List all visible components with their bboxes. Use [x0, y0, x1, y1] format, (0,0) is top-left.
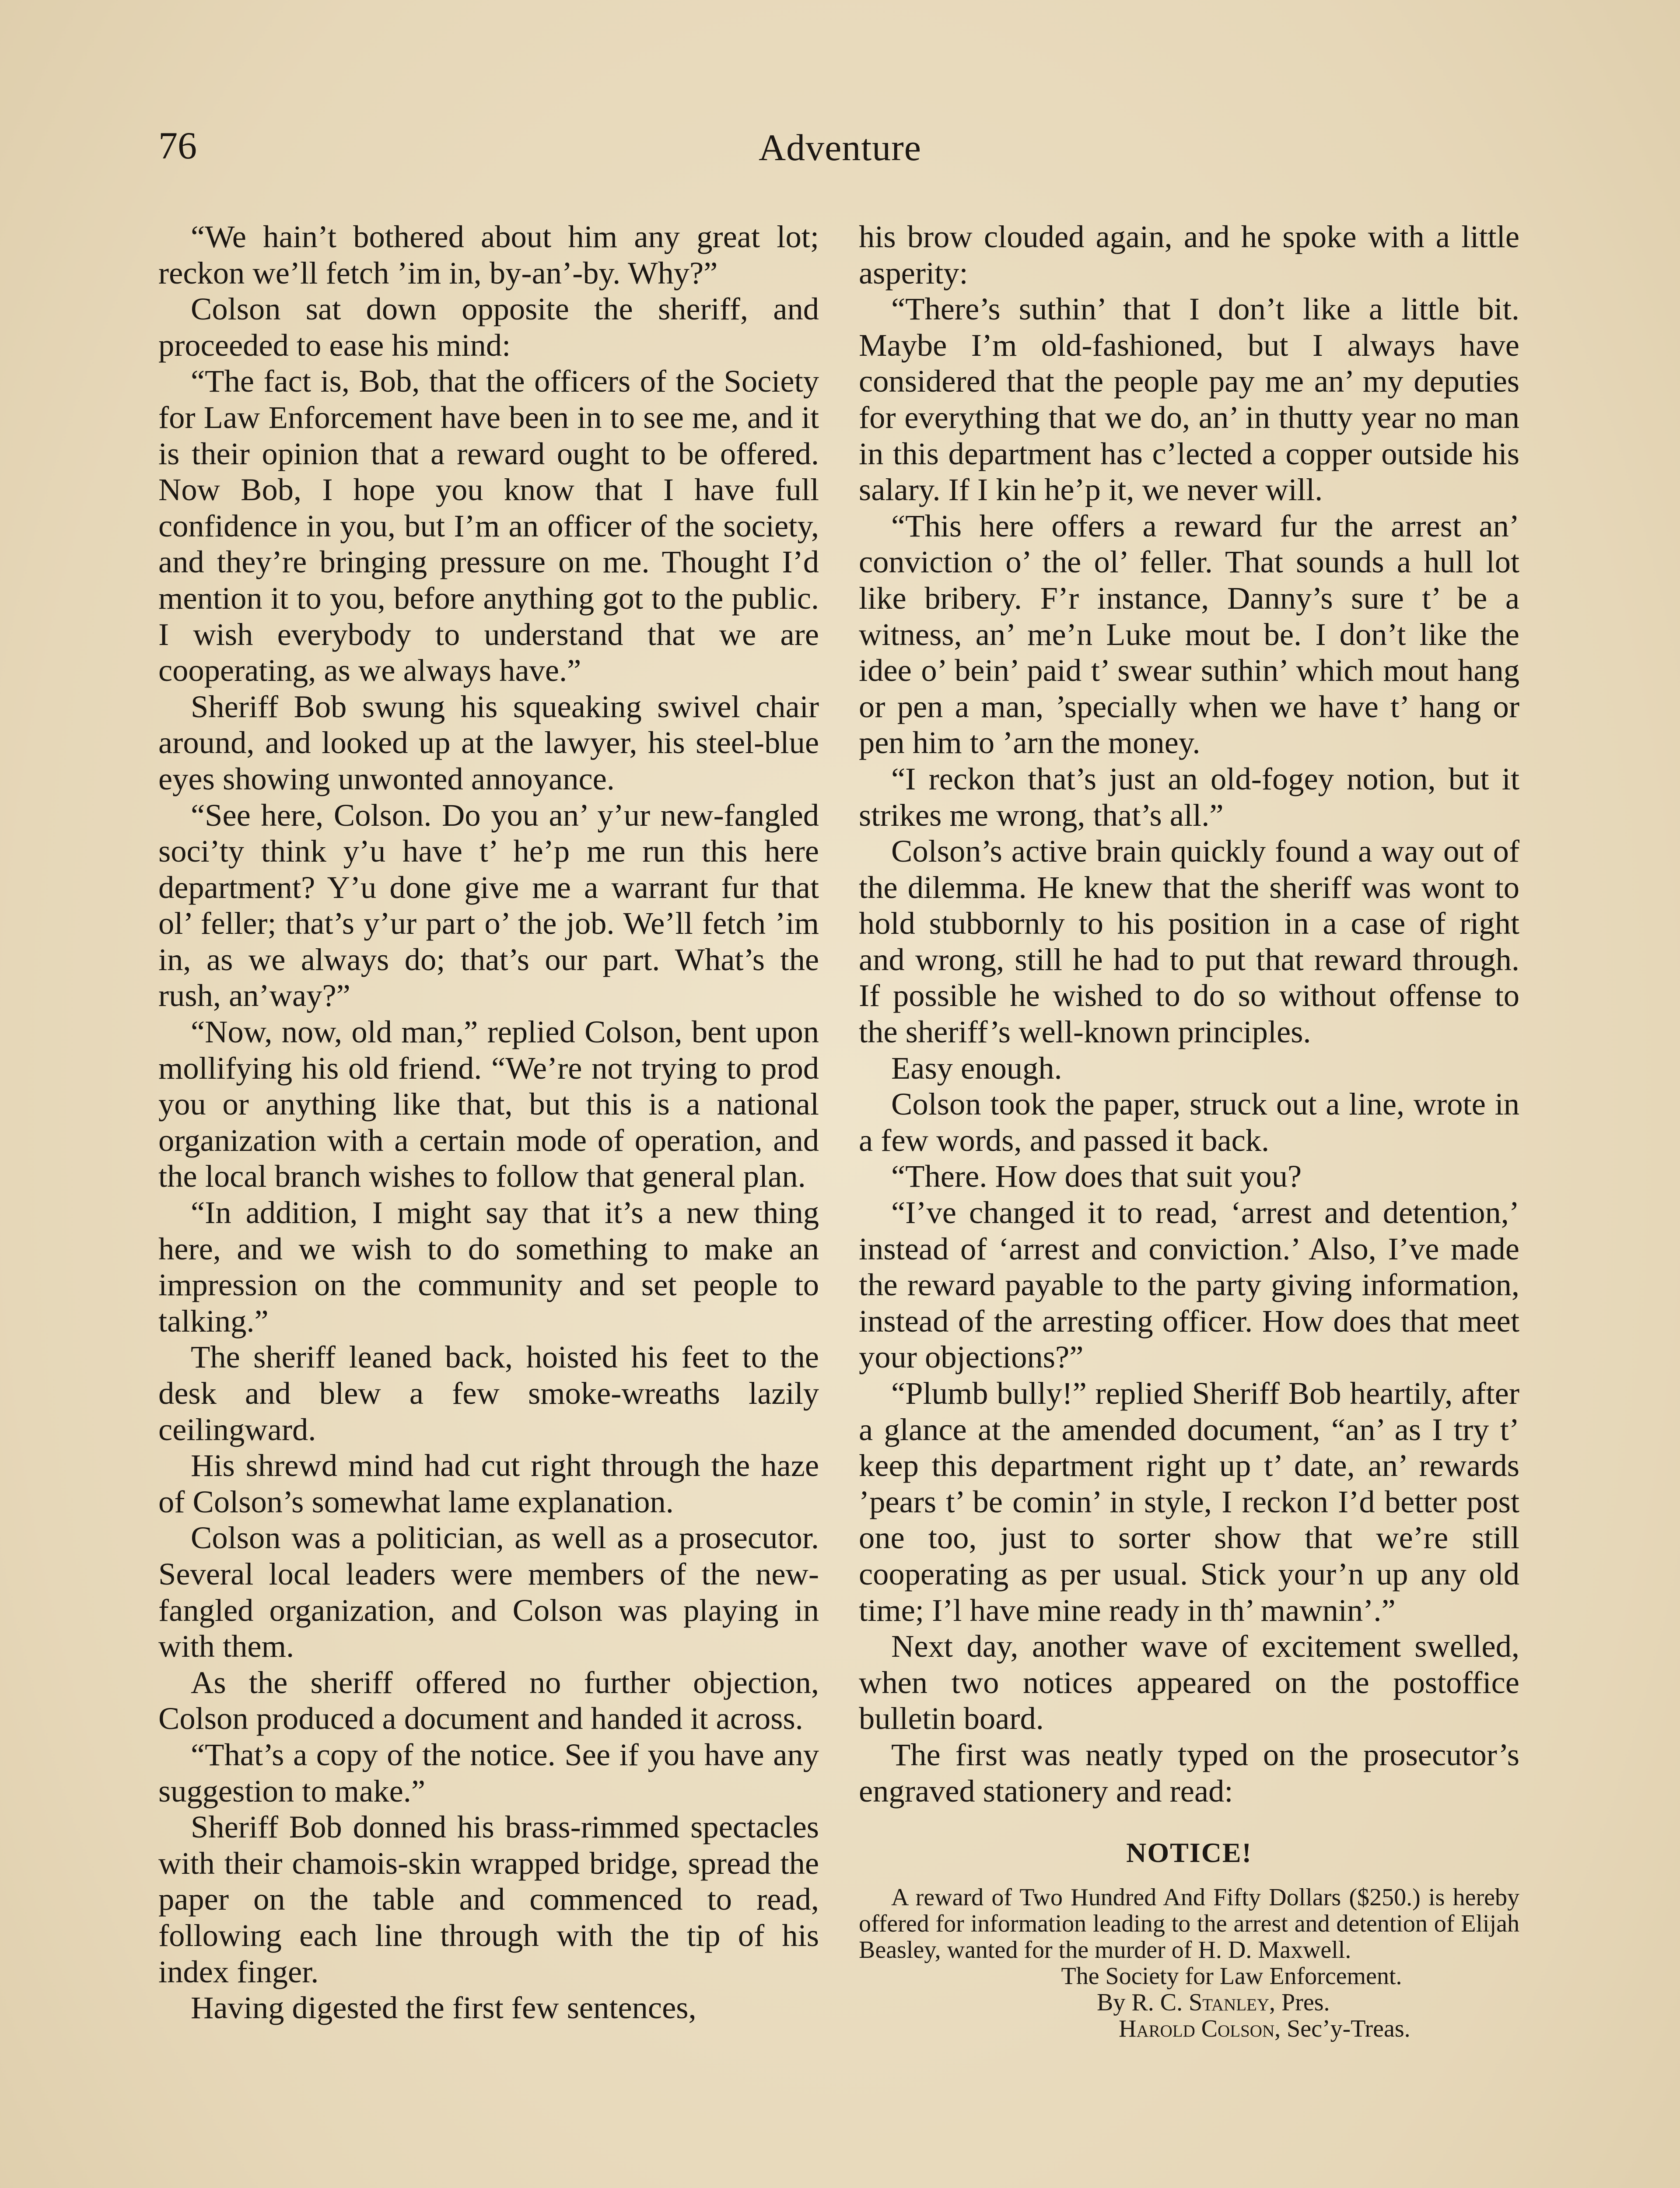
paragraph: “We hain’t bothered about him any great lot; reckon we’ll fetch ’im in, by-an’-by. Why?” — [158, 219, 819, 291]
running-title: Adventure — [759, 126, 921, 168]
notice-signature-prefix: By — [1097, 1989, 1126, 2016]
paragraph: “I reckon that’s just an old-fogey notion, but it strikes me wrong, that’s all.” — [859, 761, 1519, 833]
reward-notice — [859, 1837, 1519, 2043]
paragraph: “The fact is, Bob, that the officers of the Society for Law Enforcement have been in to see me, and it is their opinion that a reward ought to be offered. Now Bob, I hope you know that I have full confidence in you, but I’m an officer of the society, and they’re bringing pressure on me. Thought I’d mention it to you, before anything got to the public. I wish everybody to understand that we are cooperating, as we always have.” — [158, 363, 819, 688]
right-column — [859, 219, 1519, 2042]
paragraph: “I’ve changed it to read, ‘arrest and detention,’ instead of ‘arrest and conviction.’ Also, I’ve made the reward payable to the party giving information, instead of the arresting officer. How does that meet your objections?” — [859, 1195, 1519, 1375]
paragraph: Sheriff Bob donned his brass-rimmed spectacles with their chamois-skin wrapped bridge, spread the paper on the table and commenced to read, following each line through with the tip of his index finger. — [158, 1809, 819, 1989]
notice-body: A reward of Two Hundred And Fifty Dollars ($250.) is hereby offered for information leading to the arrest and detention of Elijah Beasley, wanted for the murder of H. D. Maxwell. — [859, 1884, 1519, 1964]
paragraph: His shrewd mind had cut right through the haze of Colson’s somewhat lame explanation. — [158, 1448, 819, 1519]
paragraph: his brow clouded again, and he spoke with a little asperity: — [859, 219, 1519, 291]
notice-organization: The Society for Law Enforcement. — [1061, 1963, 1402, 1990]
right-column-text — [859, 219, 1519, 1809]
paragraph: “There’s suthin’ that I don’t like a little bit. Maybe I’m old-fashioned, but I always have considered that the people pay me an’ my deputies for everything that we do, an’ in thutty year no man in this department has c’lected a copper outside his salary. If I kin he’p it, we never will. — [859, 291, 1519, 508]
notice-heading: NOTICE! — [1126, 1837, 1252, 1869]
paragraph: Colson’s active brain quickly found a way out of the dilemma. He knew that the sheriff was wont to hold stubbornly to his position in a case of right and wrong, still he had to put that reward through. If possible he wished to do so without offense to the sheriff’s well-known principles. — [859, 833, 1519, 1050]
paragraph: “This here offers a reward fur the arrest an’ conviction o’ the ol’ feller. That sounds a hull lot like bribery. F’r instance, Danny’s sure t’ be a witness, an’ me’n Luke mout be. I don’t like the idee o’ bein’ paid t’ swear suthin’ which mout hang or pen a man, ’specially when we have t’ hang or pen him to ’arn the money. — [859, 508, 1519, 761]
paragraph: Colson was a politician, as well as a prosecutor. Several local leaders were members of the new-fangled organization, and Colson was playing in with them. — [158, 1520, 819, 1664]
paragraph: “That’s a copy of the notice. See if you have any suggestion to make.” — [158, 1736, 819, 1809]
paragraph: Having digested the first few sentences, — [191, 1990, 696, 2026]
notice-secretary-title: , Sec’y-Treas. — [1274, 2015, 1410, 2043]
paragraph: Colson sat down opposite the sheriff, and proceeded to ease his mind: — [158, 291, 819, 363]
paragraph: “See here, Colson. Do you an’ y’ur new-fangled soci’ty think y’u have t’ he’p me run this here department? Y’u done give me a warrant fur that ol’ feller; that’s y’ur part o’ the job. We’ll fetch ’im in, as we always do; that’s our part. What’s the rush, an’way?” — [158, 797, 819, 1013]
paragraph: The sheriff leaned back, hoisted his feet to the desk and blew a few smoke-wreaths lazily ceilingward. — [158, 1339, 819, 1447]
paragraph: “Plumb bully!” replied Sheriff Bob heartily, after a glance at the amended document, “an’ as I try t’ keep this department right up t’ date, an’ rewards ’pears t’ be comin’ in style, I reckon I’d better post one too, just to sorter show that we’re still cooperating as per usual. Stick your’n up any old time; I’l have mine ready in th’ mawnin’.” — [859, 1375, 1519, 1628]
paragraph: “There. How does that suit you? — [891, 1158, 1302, 1194]
paragraph: The first was neatly typed on the prosecutor’s engraved stationery and read: — [859, 1736, 1519, 1809]
paragraph: “In addition, I might say that it’s a new thing here, and we wish to do something to make an impression on the community and set people to talking.” — [158, 1195, 819, 1339]
notice-signature-president — [859, 1989, 1519, 2016]
paragraph: “Now, now, old man,” replied Colson, bent upon mollifying his old friend. “We’re not trying to prod you or anything like that, but this is a national organization with a certain mode of operation, and the local branch wishes to follow that general plan. — [158, 1014, 819, 1194]
left-column — [158, 219, 819, 2026]
paragraph: As the sheriff offered no further objection, Colson produced a document and handed it across. — [158, 1664, 819, 1736]
paragraph: Sheriff Bob swung his squeaking swivel chair around, and looked up at the lawyer, his steel-blue eyes showing unwonted annoyance. — [158, 688, 819, 796]
paragraph: Next day, another wave of excitement swelled, when two notices appeared on the postoffice bulletin board. — [859, 1628, 1519, 1736]
page-number: 76 — [158, 125, 197, 167]
paragraph: Colson took the paper, struck out a line, wrote in a few words, and passed it back. — [859, 1086, 1519, 1158]
notice-secretary-name: Harold Colson — [1119, 2015, 1275, 2043]
paragraph: Easy enough. — [891, 1050, 1062, 1086]
notice-president-name: R. C. Stanley — [1131, 1989, 1270, 2016]
notice-president-title: , Pres. — [1269, 1989, 1330, 2016]
notice-signature-secretary — [859, 2016, 1519, 2042]
